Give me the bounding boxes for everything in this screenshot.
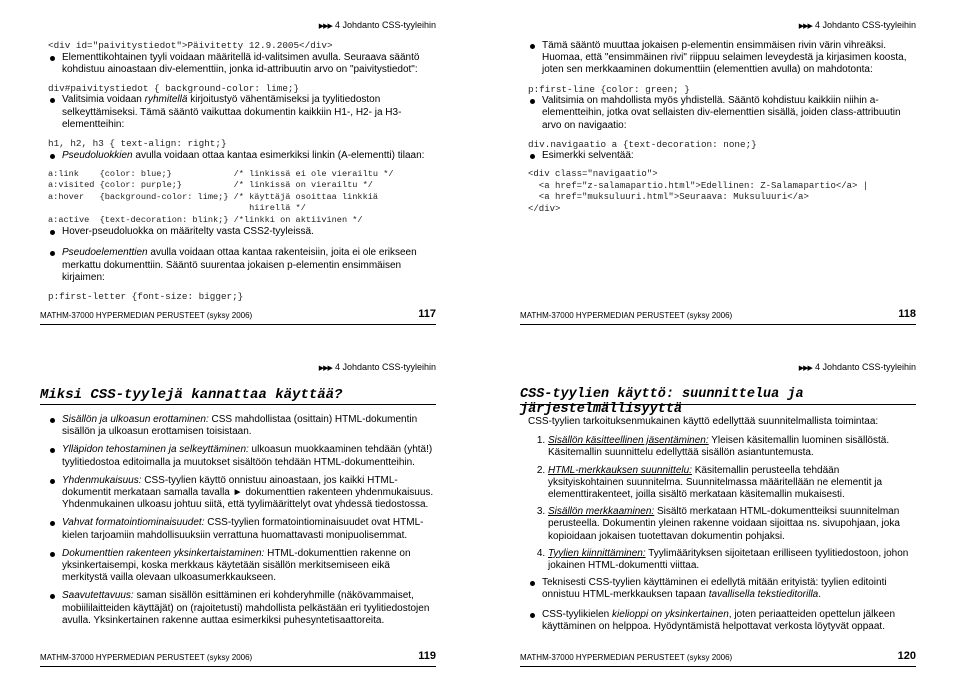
bullet-item: Teknisesti CSS-tyylien käyttäminen ei edellytä mitään erityistä: tyylien editointi onnistuu HTML-merkkauksen tapaan tavallisella tekstieditorilla. (528, 577, 916, 601)
bullet-item: Elementtikohtainen tyyli voidaan määritellä id-valitsimen avulla. Seuraava sääntö kohdistuu ainoastaan div-elementtiin, jonka id-attribuutin arvo on "paivitystiedot": (48, 52, 436, 76)
footer-rule (520, 666, 916, 667)
page-header: ▶▶▶ 4 Johdanto CSS-tyyleihin (798, 20, 916, 30)
page-title: Miksi CSS-tyylejä kannattaa käyttää? (40, 387, 343, 403)
bullet-item: Valitsimia on mahdollista myös yhdistellä. Sääntö kohdistuu kaikkiin niihin a-elementteihin, jotka ovat sellaisten div-elementtien sisällä, joiden class-attribuutin arvo on navigaatio: (528, 95, 916, 132)
bullet-item: Saavutettavuus: saman sisällön esittäminen eri kohderyhmille (näkövammaiset, mobiililaitteiden käyttäjät) on (rajoitetusti) mahdollista pelkästään eri tyylitiedostojen avulla. Yksinkertainen rakenne auttaa esimerkiksi puhesyntetisaattoreita. (48, 590, 436, 627)
code-block: h1, h2, h3 { text-align: right;} (48, 138, 227, 150)
page-title: CSS-tyylien käyttö: suunnittelua ja järjestelmällisyyttä (520, 387, 804, 417)
page-number: 119 (418, 650, 436, 662)
page-119 (0, 342, 480, 684)
page-120 (480, 342, 960, 684)
bullet-item: CSS-tyylikielen kielioppi on yksinkertainen, joten periaatteiden opettelun jälkeen käyttäminen on helppoa. Hyödyntämistä helpottavat verkosta löytyvät oppaat. (528, 609, 916, 633)
page-number: 117 (418, 308, 436, 320)
page-117 (0, 0, 480, 342)
numbered-step: 2. HTML-merkkauksen suunnittelu: Käsitemallin perusteella tehdään yksityiskohtainen suunnitelma. Suunnitelmassa määritellään ne elementit ja elementtirakenteet, joilla sisältö merkataan käsitemallin mukaisesti. (548, 465, 916, 502)
page-header: ▶▶▶ 4 Johdanto CSS-tyyleihin (318, 20, 436, 30)
code-block: a:link {color: blue;} /* linkissä ei ole vierailtu */ a:visited {color: purple;} /* linkissä on vierailtu */ a:hover {background-color: lime;} /* käyttäjä osoittaa linkkiä hiirellä */ a:active {text-decoration: blink;} /*linkki on aktiivinen */ (48, 168, 394, 225)
page-header: ▶▶▶ 4 Johdanto CSS-tyyleihin (798, 362, 916, 372)
page-body (48, 40, 436, 303)
triangle-arrows-icon: ▶▶▶ (318, 23, 332, 30)
page-footer: MATHM-37000 HYPERMEDIAN PERUSTEET (syksy 2006) 117 (40, 308, 436, 320)
numbered-step: 3. Sisällön merkkaaminen: Sisältö merkataan HTML-dokumentteiksi suunnitelman perusteella. Dokumentin yleinen rakenne voidaan sijoittaa ns. sivupohjaan, joka kopioidaan jokaisen tuotettavan dokumentin pohjaksi. (548, 506, 916, 543)
page-body (528, 416, 916, 633)
code-block: div#paivitystiedot { background-color: lime;} (48, 82, 300, 94)
bullet-item: Yhdenmukaisuus: CSS-tyylien käyttö onnistuu ainoastaan, jos kaikki HTML-dokumentit merkataan samalla tavalla ► dokumenttien rakenteen yhdenmukaisuus. Yhdenmukainen ulkoasu johtuu siitä, että tyylimäärittelyt ovat yhdessä tiedostossa. (48, 475, 436, 512)
triangle-arrows-icon: ▶▶▶ (798, 365, 812, 372)
bullet-item: Esimerkki selventää: (528, 150, 916, 162)
footer-rule (40, 324, 436, 325)
bullet-item: Valitsimia voidaan ryhmitellä kirjoitustyö vähentämiseksi ja tyylitiedoston selkeyttämiseksi. Tämä sääntö vaikuttaa dokumentin kaikkiin H1-, H2- ja H3-elementteihin: (48, 94, 436, 131)
bullet-item: Dokumenttien rakenteen yksinkertaistaminen: HTML-dokumenttien rakenne on yksinkertaisempi, koska merkkaus käytetään sisällön merkitsemiseen eikä merkitystä vailla olevaan ulkoasumerkkaukseen. (48, 548, 436, 585)
triangle-arrows-icon: ▶▶▶ (798, 23, 812, 30)
page-body (48, 414, 436, 633)
triangle-arrows-icon: ▶▶▶ (318, 365, 332, 372)
bullet-item: Pseudoluokkien avulla voidaan ottaa kantaa esimerkiksi linkin (A-elementti) tilaan: (48, 150, 436, 162)
page-footer: MATHM-37000 HYPERMEDIAN PERUSTEET (syksy 2006) 120 (520, 650, 916, 662)
bullet-item: Vahvat formatointiominaisuudet: CSS-tyylien formatointiominaisuudet ovat HTML-kielen tarjoamiin mahdollisuuksiin verrattuna huomattavasti monipuolisemmat. (48, 517, 436, 541)
footer-rule (40, 666, 436, 667)
footer-rule (520, 324, 916, 325)
page-footer: MATHM-37000 HYPERMEDIAN PERUSTEET (syksy 2006) 118 (520, 308, 916, 320)
bullet-item: Pseudoelementtien avulla voidaan ottaa kantaa rakenteisiin, joita ei ole erikseen merkattu dokumenttiin. Sääntö suurentaa jokaisen p-elementin ensimmäisen kirjaimen: (48, 247, 436, 284)
page-118 (480, 0, 960, 342)
bullet-item: Ylläpidon tehostaminen ja selkeyttäminen: ulkoasun muokkaaminen tehdään (yhtä!) tyylitiedostoa editoimalla ja muutokset sisältöön tehdään HTML-dokumentteihin. (48, 444, 436, 468)
code-block: <div class="navigaatio"> <a href="z-salamapartio.html">Edellinen: Z-Salamapartio</a> | <a href="muksuluuri.html">Seuraava: Muksuluuri</a> </div> (528, 169, 869, 214)
title-rule (40, 404, 436, 405)
numbered-step: 4. Tyylien kiinnittäminen: Tyylimäärityksen sijoitetaan erilliseen tyylitiedostoon, johon jokainen HTML-dokumentti viittaa. (548, 548, 916, 572)
code-block: div.navigaatio a {text-decoration: none;} (528, 138, 757, 150)
page-footer: MATHM-37000 HYPERMEDIAN PERUSTEET (syksy 2006) 119 (40, 650, 436, 662)
numbered-step: 1. Sisällön käsitteellinen jäsentäminen: Yleisen käsitemallin luominen sisällöstä. Käsitemallin suunnittelu edellyttää sisällön asiantuntemusta. (548, 435, 916, 459)
bullet-item: Sisällön ja ulkoasun erottaminen: CSS mahdollistaa (osittain) HTML-dokumentin sisällön ja ulkoasun erottamisen toisistaan. (48, 414, 436, 438)
page-header: ▶▶▶ 4 Johdanto CSS-tyyleihin (318, 362, 436, 372)
bullet-item: Hover-pseudoluokka on määritelty vasta CSS2-tyyleissä. (48, 226, 436, 238)
bullet-item: Tämä sääntö muuttaa jokaisen p-elementin ensimmäisen rivin värin vihreäksi. Huomaa, että "ensimmäinen rivi" riippuu selaimen leveydestä ja kirjasimen koosta, joten sen merkkaaminen dokumenttiin (elementtien avulla) on mahdotonta: (528, 40, 916, 77)
code-block: p:first-letter {font-size: bigger;} (48, 291, 244, 303)
intro-text: CSS-tyylien tarkoituksenmukainen käyttö edellyttää suunnitelmallista toimintaa: (528, 416, 879, 427)
code-block: p:first-line {color: green; } (528, 83, 690, 95)
page-number: 120 (897, 650, 916, 662)
title-rule (520, 404, 916, 405)
code-block: <div id="paivitystiedot">Päivitetty 12.9.2005</div> (48, 40, 333, 51)
page-number: 118 (898, 308, 916, 320)
page-body (528, 40, 916, 215)
